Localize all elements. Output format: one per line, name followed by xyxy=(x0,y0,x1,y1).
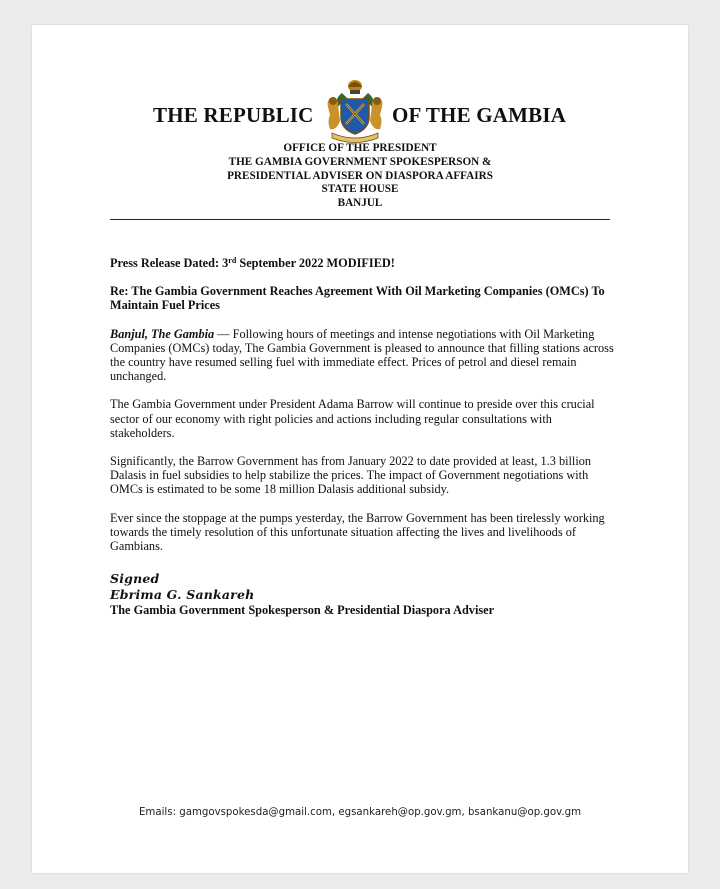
office-line: STATE HOUSE xyxy=(321,183,399,196)
paragraph-3: Significantly, the Barrow Government has from January 2022 to date provided at least, 1.3 billion Dalasis in fuel subsidies to help stabilize the prices. The impact of Government negotiations with OMCs is estimated to be some 18 million Dalasis additional subsidy. xyxy=(110,454,592,497)
paragraph-1: Banjul, The Gambia — Following hours of meetings and intense negotiations with Oil Marketing Companies (OMCs) today, The Gambia Government is pleased to announce that filling stations across the country have resumed selling fuel with immediate effect. Prices of petrol and diesel remain unchanged. xyxy=(110,326,614,384)
office-address-block xyxy=(32,142,688,211)
divider xyxy=(110,219,610,220)
release-date: Press Release Dated: 3rd September 2022 MODIFIED! xyxy=(110,256,395,270)
office-line: THE GAMBIA GOVERNMENT SPOKESPERSON & xyxy=(228,155,492,168)
document-page xyxy=(32,25,688,873)
signatory-name: Ebrima G. Sankareh xyxy=(110,587,255,603)
release-subject: Re: The Gambia Government Reaches Agreement With Oil Marketing Companies (OMCs) To Maintain Fuel Prices xyxy=(110,284,605,313)
signature-block xyxy=(110,571,615,617)
signatory-title: The Gambia Government Spokesperson & Presidential Diaspora Adviser xyxy=(110,603,495,618)
footer-emails: Emails: gamgovspokesda@gmail.com, egsankareh@op.gov.gm, bsankanu@op.gov.gm xyxy=(139,807,581,818)
press-release-body xyxy=(110,256,615,617)
paragraph-2: The Gambia Government under President Adama Barrow will continue to preside over this crucial sector of our economy with right policies and actions including regular consultations with stakeholders. xyxy=(110,397,595,440)
office-line: PRESIDENTIAL ADVISER ON DIASPORA AFFAIRS xyxy=(227,169,493,182)
dateline: Banjul, The Gambia xyxy=(110,326,215,341)
letterhead-title-left: THE REPUBLIC xyxy=(153,103,314,127)
signed-label: Signed xyxy=(110,571,160,587)
office-line: OFFICE OF THE PRESIDENT xyxy=(283,142,437,154)
coat-of-arms-icon xyxy=(324,77,386,143)
letterhead-title-right: OF THE GAMBIA xyxy=(392,103,567,127)
office-line: BANJUL xyxy=(337,197,383,210)
paragraph-4: Ever since the stoppage at the pumps yesterday, the Barrow Government has been tirelessly working towards the timely resolution of this unfortunate situation affecting the lives and livelihoods of Gambians. xyxy=(110,510,605,554)
